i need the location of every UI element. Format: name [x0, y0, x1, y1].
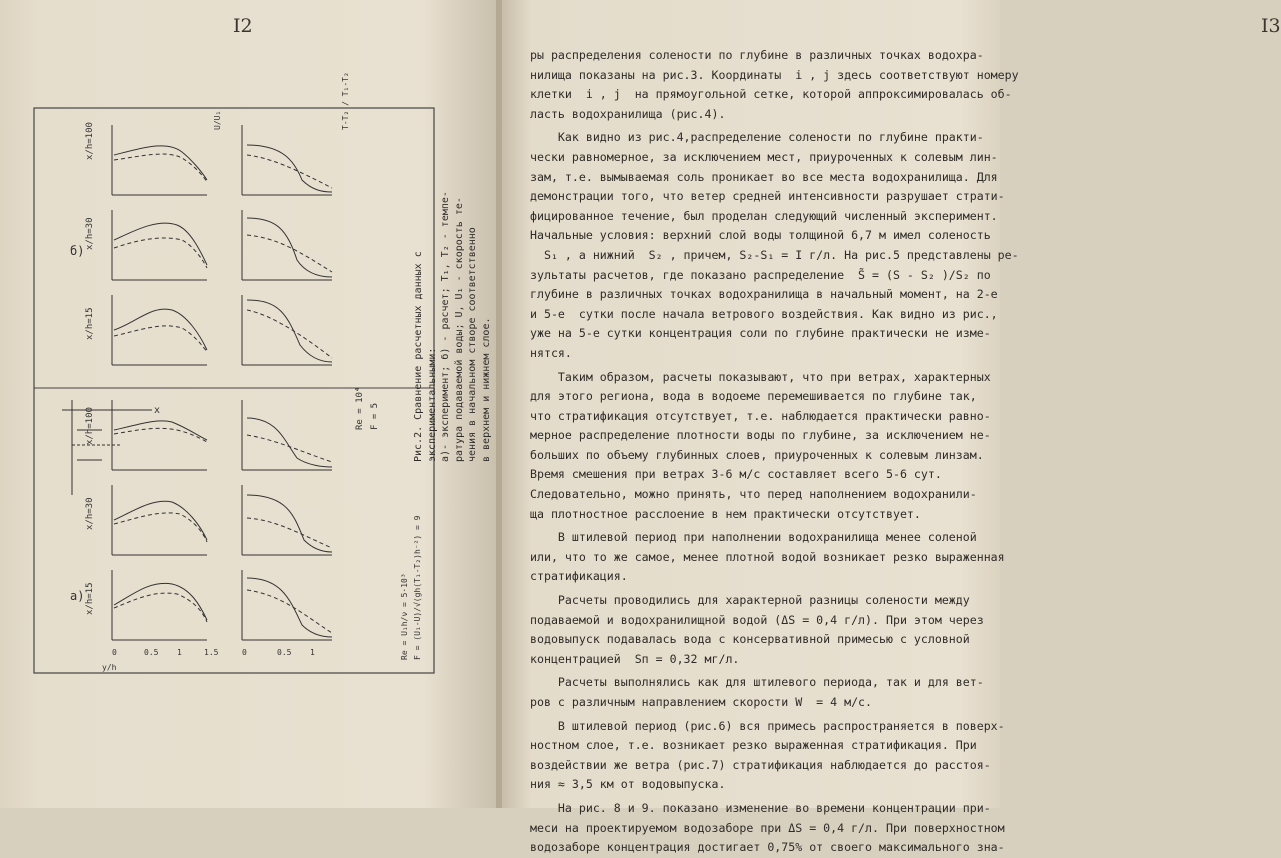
text-line: ров с различным направлением скорости W = 4 м/с. [530, 695, 873, 709]
tick-labels [112, 648, 315, 657]
text-line: водозаборе концентрация достигает 0,75% от своего максимального зна- [530, 840, 1005, 855]
panel-a-15 [112, 570, 332, 640]
panel-a-30 [112, 485, 332, 555]
text-line: подаваемой и водохранилищной водой (ΔS = 0,4 г/л). При этом через [530, 612, 984, 627]
tick-label: 0 [242, 648, 247, 657]
panel-b-30 [112, 210, 332, 280]
param-f-a: F = 5 [370, 402, 380, 430]
text-line: ща плотностное расслоение в нем практически отсутствует. [530, 506, 921, 521]
text-line: водовыпуск подавалась вода с консервативной примесью с условной [530, 632, 970, 647]
tick-label: 0.5 [277, 648, 292, 657]
tick-label: 1 [310, 648, 315, 657]
flow-schematic [62, 400, 160, 495]
text-line: или, что то же самое, менее плотной водой возникает резко выраженная [530, 549, 1005, 564]
text-line: для этого региона, вода в водоеме перемешивается по глубине так, [530, 389, 977, 404]
text-line: больших по объему глубинных слоев, приуроченных к солевым линзам. [530, 447, 984, 462]
text-line: концентрацией Sп = 0,32 мг/л. [530, 651, 740, 666]
left-page [0, 0, 498, 808]
text-line: Расчеты выполнялись как для штилевого периода, так и для вет- [530, 675, 984, 690]
group-a [62, 387, 422, 660]
body-text [530, 46, 1019, 858]
text-line: ры распределения солености по глубине в различных точках водохра- [530, 48, 984, 62]
text-line: глубине в различных точках водохранилища в начальный момент, на 2-е [530, 287, 998, 302]
label-a: а) [70, 589, 85, 603]
axis-label-temperature: T-T₂ / T₁-T₂ [341, 72, 350, 130]
text-line: Начальные условия: верхний слой воды толщиной 6,7 м имел соленость [530, 228, 991, 243]
text-line: клетки i , j на прямоугольной сетке, которой аппроксимировалась об- [530, 87, 1012, 102]
text-line: В штилевой период (рис.6) вся примесь распространяется в поверх- [530, 718, 1005, 733]
panel-label-a-100: x/h=100 [85, 407, 95, 445]
text-line: S₁ , а нижний S₂ , причем, S₂-S₁ = I г/л. На рис.5 представлены ре- [530, 247, 1019, 262]
right-page-number: I3 [1261, 15, 1281, 37]
text-line: На рис. 8 и 9. показано изменение во времени концентрации при- [530, 800, 991, 815]
text-line: Следовательно, можно принять, что перед наполнением водохранили- [530, 487, 977, 502]
x-axis-label: x [154, 405, 161, 416]
left-page-number: I2 [233, 15, 253, 37]
tick-label: 1.5 [204, 648, 219, 657]
group-b [70, 122, 332, 365]
panel-label-b-100: x/h=100 [85, 122, 95, 160]
figure-caption [412, 182, 493, 462]
tick-label: 1 [177, 648, 182, 657]
text-line: ласть водохранилища (рис.4). [530, 106, 726, 121]
text-line: воздействии же ветра (рис.7) стратификация наблюдается до расстоя- [530, 757, 991, 772]
axis-label-depth: y/h [102, 663, 117, 672]
text-line: нятся. [530, 345, 572, 360]
text-line: мерное распределение плотности воды по глубине, за исключением не- [530, 428, 991, 443]
text-line: фицированное течение, был проделан следующий численный эксперимент. [530, 208, 998, 223]
text-line: В штилевой период при наполнении водохранилища менее соленой [530, 530, 977, 545]
text-line: что стратификация отсутствует, т.е. наблюдается практически равно- [530, 408, 991, 423]
panel-b-15 [112, 295, 332, 365]
panel-label-b-30: x/h=30 [85, 217, 95, 250]
text-line: демонстрации того, что ветер средней интенсивности разрушает страти- [530, 189, 1005, 204]
label-b: б) [70, 244, 85, 258]
text-line: нилища показаны на рис.3. Координаты i , j здесь соответствуют номеру [530, 67, 1019, 82]
text-line: Время смешения при ветрах 3-6 м/с составляет всего 5-6 сут. [530, 467, 942, 482]
tick-label: 0.5 [144, 648, 159, 657]
text-line: меси на проектируемом водозаборе при ΔS = 0,4 г/л. При поверхностном [530, 820, 1005, 835]
panel-b-100 [112, 125, 332, 195]
caption-line: ратура подаваемой воды; U, U₁ - скорость те- [453, 197, 465, 462]
caption-line: экспериментальными: [426, 347, 438, 462]
text-line: стратификация. [530, 569, 628, 584]
panel-label-a-15: x/h=15 [85, 582, 95, 615]
tick-label: 0 [112, 648, 117, 657]
text-line: уже на 5-е сутки концентрация соли по глубине практически не изме- [530, 326, 991, 341]
caption-line: а)- эксперимент; б) - расчет; T₁, T₂ - темпе- [440, 191, 451, 462]
figure-2 [32, 72, 492, 680]
text-line: чески равномерное, за исключением мест, приуроченных к солевым лин- [530, 149, 998, 164]
caption-line: чения в начальном створе соответственно [467, 227, 478, 462]
panel-label-a-30: x/h=30 [85, 497, 95, 530]
text-line: ния ≈ 3,5 км от водовыпуска. [530, 777, 726, 792]
text-line: Расчеты проводились для характерной разницы солености между [530, 593, 970, 608]
text-line: ностном слое, т.е. возникает резко выраженная стратификация. При [530, 738, 977, 753]
text-line: и 5-е сутки после начала ветрового воздействия. Как видно из рис., [530, 306, 998, 321]
param-re-b: Re = U₁h/ν = 5·10³ [400, 573, 409, 660]
caption-line: Рис.2. Сравнение расчетных данных с [413, 251, 424, 462]
text-line: Как видно из рис.4,распределение солености по глубине практи- [530, 130, 984, 145]
text-line: Таким образом, расчеты показывают, что при ветрах, характерных [530, 369, 991, 384]
text-line: зультаты расчетов, где показано распределение S̃ = (S - S₂ )/S₂ по [530, 267, 991, 282]
param-re-a: Re = 10⁴ [355, 386, 365, 430]
text-line: зам, т.е. вымываемая соль проникает во все места водохранилища. Для [530, 169, 998, 184]
caption-line: в верхнем и нижнем слое. [480, 317, 492, 462]
param-f-b: F = (U₁-U)/√(gh(T₁-T₂)h⁻²) = 9 [413, 515, 422, 660]
panel-label-b-15: x/h=15 [85, 307, 95, 340]
axis-label-velocity: U/U₁ [213, 110, 222, 130]
